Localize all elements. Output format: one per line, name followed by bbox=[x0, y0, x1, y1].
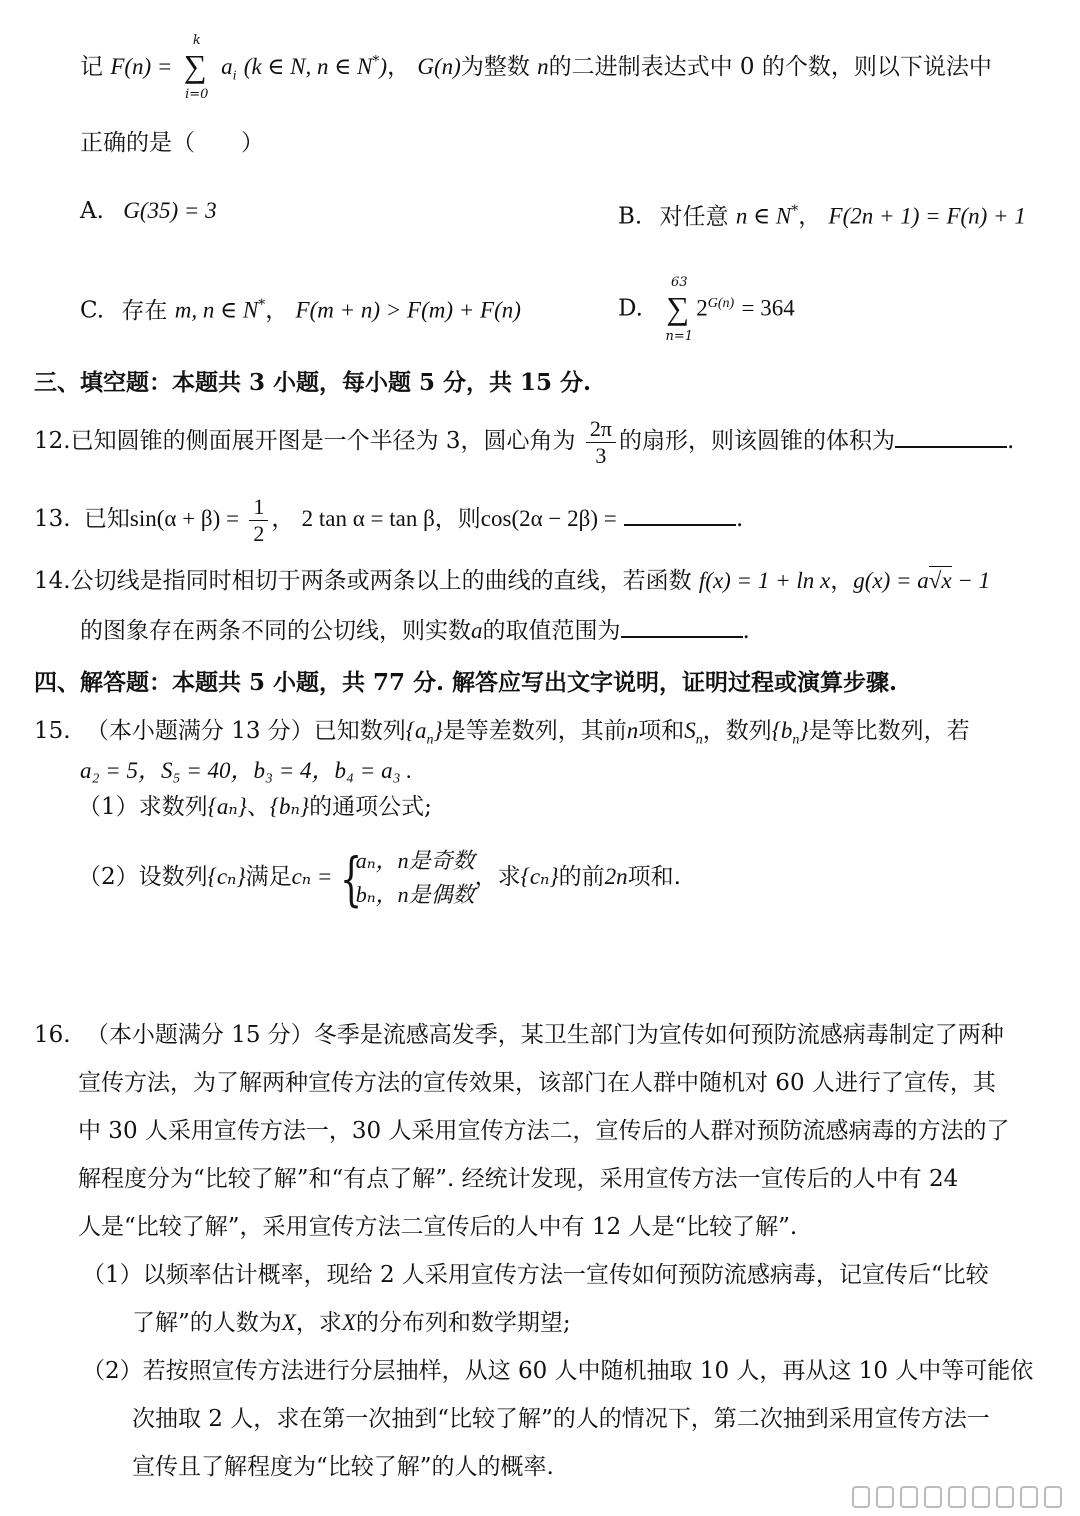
option-C-label: C. bbox=[80, 297, 105, 324]
option-B-condition: n ∈ N bbox=[735, 203, 792, 229]
option-D-upper-limit: 63 bbox=[670, 274, 688, 290]
intro-text-2: 为整数 bbox=[460, 54, 530, 80]
q15-part-1-text-2: 的通项公式; bbox=[309, 794, 432, 820]
option-D-base: 2 bbox=[696, 295, 708, 321]
intro-line-2: 正确的是（ ） bbox=[80, 130, 264, 156]
q15-part-2-text-1: （2）设数列 bbox=[78, 864, 208, 890]
intro-n: n bbox=[537, 54, 549, 79]
q15-seq-b: {b bbox=[771, 718, 793, 743]
q13-equation-3: cos(2α − 2β) = bbox=[480, 506, 617, 531]
q15-text-3: 项和 bbox=[638, 718, 685, 744]
q15-part-2-text-5: 项和. bbox=[627, 864, 681, 890]
q15-n: n bbox=[626, 718, 639, 743]
F-definition: F(n) = bbox=[110, 54, 173, 79]
intro-line-1 bbox=[80, 33, 992, 102]
q16-part-1-text-b: ，求 bbox=[295, 1310, 342, 1336]
q15-seq-b-sub: n bbox=[792, 732, 800, 748]
q15-text-4: ，数列 bbox=[702, 718, 772, 744]
q14-variable-a: a bbox=[471, 618, 483, 643]
q12-text-1: 已知圆锥的侧面展开图是一个半径为 3，圆心角为 bbox=[70, 428, 576, 454]
intro-text-3: 的二进制表达式中 0 的个数，则以下说法中 bbox=[548, 54, 992, 80]
q15-seq-a: {a bbox=[405, 718, 427, 743]
option-D-summation: 63 ∑ n=1 bbox=[662, 278, 696, 342]
q15-part-2 bbox=[78, 840, 681, 914]
F-condition-end: ) bbox=[379, 54, 388, 79]
sum-upper-limit: k bbox=[192, 33, 201, 48]
q12-text-2: 的扇形，则该圆锥的体积为 bbox=[618, 428, 895, 454]
q13-equation-2: 2 tan α = tan β bbox=[301, 506, 435, 531]
option-B-equation: F(2n + 1) = F(n) + 1 bbox=[828, 203, 1026, 229]
q16-line-2: 宣传方法，为了解两种宣传方法的宣传效果，该部门在人群中随机对 60 人进行了宣传，其 bbox=[78, 1070, 996, 1096]
q16-part-2-line-3: 宣传且了解程度为“比较了解”的人的概率. bbox=[132, 1454, 554, 1480]
q14-number: 14. bbox=[34, 568, 71, 594]
q15-part-2-2n: 2n bbox=[604, 864, 628, 889]
option-A bbox=[80, 196, 217, 226]
option-C-comma: ， bbox=[265, 297, 289, 324]
q15-text-5: 是等比数列，若 bbox=[808, 718, 970, 744]
q15-S-sub: n bbox=[695, 732, 703, 748]
q14-function-f: f(x) = 1 + ln x bbox=[698, 568, 831, 593]
q15-case-odd: aₙ，n是奇数 bbox=[355, 848, 475, 873]
q16-part-2-line-1: （2）若按照宣传方法进行分层抽样，从这 60 人中随机抽取 10 人，再从这 10 人中等可能依 bbox=[82, 1358, 1034, 1384]
summation-symbol: k ∑ i=0 bbox=[180, 36, 214, 100]
q15-part-2-text-2: 满足 bbox=[245, 864, 292, 890]
q15-piecewise: { aₙ，n是奇数 bₙ，n是偶数 bbox=[339, 845, 475, 913]
q15-part-1-text-1: （1）求数列 bbox=[78, 794, 208, 820]
q15-part-2-seq-c-2: {cₙ} bbox=[520, 864, 559, 889]
q15-S: S bbox=[684, 718, 696, 743]
q14-text-3: 的取值范围为 bbox=[482, 618, 621, 644]
q13-fraction-denominator: 2 bbox=[253, 520, 265, 546]
q14-sqrt: √x bbox=[928, 568, 952, 593]
question-15-line-1 bbox=[34, 716, 970, 756]
q16-line-4: 解程度分为“比较了解”和“有点了解”. 经统计发现，采用宣传方法一宣传后的人中有 24 bbox=[78, 1166, 959, 1192]
q16-part-1-line-2 bbox=[132, 1308, 571, 1338]
q12-fraction-numerator: 2π bbox=[586, 416, 616, 443]
q16-part-1-line-1: （1）以频率估计概率，现给 2 人采用宣传方法一宣传如何预防流感病毒，记宣传后“比较 bbox=[82, 1262, 989, 1288]
term-a-sub: i bbox=[232, 68, 237, 84]
q15-conditions: a₂ = 5，S₅ = 40，b₃ = 4，b₄ = a₃ . bbox=[80, 758, 413, 783]
G-definition: G(n) bbox=[417, 54, 461, 79]
question-13 bbox=[34, 490, 743, 548]
intro-text-ji: 记 bbox=[80, 54, 103, 80]
q15-seq-a-sub: n bbox=[426, 732, 434, 748]
option-B-comma: ， bbox=[798, 203, 822, 230]
q14-text-1: 公切线是指同时相切于两条或两条以上的曲线的直线，若函数 bbox=[70, 568, 692, 594]
option-C-condition: m, n ∈ N bbox=[174, 297, 259, 323]
term-a: a bbox=[221, 54, 233, 79]
section-3-title: 三、填空题：本题共 3 小题，每小题 5 分，共 15 分. bbox=[34, 369, 592, 396]
q13-end: . bbox=[736, 506, 744, 532]
q15-part-2-cn: cₙ = bbox=[291, 864, 333, 889]
q13-answer-blank[interactable] bbox=[624, 502, 736, 526]
q16-text-1: （本小题满分 15 分）冬季是流感高发季，某卫生部门为宣传如何预防流感病毒制定了两种 bbox=[85, 1022, 1004, 1048]
q14-separator: ， bbox=[830, 568, 854, 594]
q16-line-5: 人是“比较了解”，采用宣传方法二宣传后的人中有 12 人是“比较了解”. bbox=[78, 1214, 798, 1240]
q14-function-g-tail: − 1 bbox=[951, 568, 991, 593]
q15-text-1: （本小题满分 13 分）已知数列 bbox=[85, 718, 406, 744]
q13-number: 13. bbox=[34, 506, 71, 532]
q14-answer-blank[interactable] bbox=[621, 614, 743, 638]
option-D-label: D. bbox=[618, 295, 643, 322]
q15-case-even: bₙ，n是偶数 bbox=[355, 882, 475, 907]
question-14-line-1 bbox=[34, 566, 990, 596]
q15-part-1 bbox=[78, 792, 432, 822]
option-D-equation: = 364 bbox=[741, 295, 795, 321]
sum-lower-limit: i=0 bbox=[185, 87, 209, 102]
q16-variable-X-2: X bbox=[341, 1310, 356, 1335]
option-D-exponent: G(n) bbox=[707, 296, 735, 311]
option-C-prefix: 存在 bbox=[121, 297, 168, 324]
q15-text-2: 是等差数列，其前 bbox=[442, 718, 627, 744]
q15-seq-b-close: } bbox=[799, 718, 809, 743]
section-4-title: 四、解答题：本题共 5 小题，共 77 分. 解答应写出文字说明，证明过程或演算步骤. bbox=[34, 669, 898, 696]
option-B bbox=[618, 196, 1026, 232]
q12-answer-blank[interactable] bbox=[895, 424, 1007, 448]
option-D-lower-limit: n=1 bbox=[665, 328, 694, 344]
q12-fraction bbox=[586, 416, 616, 469]
question-12 bbox=[34, 412, 1014, 470]
q12-number: 12. bbox=[34, 428, 71, 454]
option-C bbox=[80, 290, 521, 326]
q14-text-2: 的图象存在两条不同的公切线，则实数 bbox=[80, 618, 471, 644]
F-condition-sup: * bbox=[372, 53, 380, 70]
q16-line-1 bbox=[34, 1020, 1004, 1050]
q14-function-g: g(x) = a bbox=[853, 568, 929, 593]
q16-part-1-text-c: 的分布列和数学期望; bbox=[355, 1310, 571, 1336]
option-D bbox=[618, 272, 795, 342]
q15-seq-a-close: } bbox=[433, 718, 443, 743]
q16-line-3: 中 30 人采用宣传方法一，30 人采用宣传方法二，宣传后的人群对预防流感病毒的方法的了 bbox=[78, 1118, 1010, 1144]
option-A-text: G(35) = 3 bbox=[123, 198, 217, 223]
q16-part-2-line-2: 次抽取 2 人，求在第一次抽到“比较了解”的人的情况下，第二次抽到采用宣传方法一 bbox=[132, 1406, 990, 1432]
q13-equation-1: sin(α + β) = bbox=[129, 506, 239, 531]
q14-end: . bbox=[742, 618, 750, 644]
option-C-equation: F(m + n) > F(m) + F(n) bbox=[295, 297, 521, 323]
q15-part-1-sep: 、 bbox=[246, 794, 270, 820]
q13-fraction bbox=[249, 494, 268, 547]
option-B-prefix: 对任意 bbox=[659, 203, 729, 230]
q13-separator: ， bbox=[271, 506, 295, 532]
q13-text-1: 已知 bbox=[83, 506, 130, 532]
q15-part-2-seq-c: {cₙ} bbox=[207, 864, 246, 889]
q13-fraction-numerator: 1 bbox=[249, 494, 268, 521]
q16-part-1-text-a: 了解”的人数为 bbox=[132, 1310, 282, 1336]
q15-part-1-seq-a: {aₙ} bbox=[207, 794, 247, 819]
F-condition: (k ∈ N, n ∈ N bbox=[243, 54, 373, 79]
q12-end: . bbox=[1006, 428, 1015, 454]
q16-variable-X: X bbox=[281, 1310, 296, 1335]
option-B-sup: * bbox=[791, 203, 799, 219]
option-B-label: B. bbox=[618, 203, 643, 230]
intro-comma: ， bbox=[387, 54, 411, 80]
q15-part-1-seq-b: {bₙ} bbox=[269, 794, 310, 819]
question-14-line-2 bbox=[80, 614, 750, 646]
q12-fraction-denominator: 3 bbox=[595, 442, 607, 468]
q15-part-2-text-3: ，求 bbox=[474, 864, 521, 890]
option-A-label: A. bbox=[80, 198, 104, 224]
q15-number: 15. bbox=[34, 718, 71, 744]
watermark-icon bbox=[852, 1484, 1064, 1508]
q16-number: 16. bbox=[34, 1022, 71, 1048]
q15-part-2-text-4: 的前 bbox=[558, 864, 605, 890]
q13-text-2: ，则 bbox=[434, 506, 481, 532]
option-C-sup: * bbox=[258, 297, 266, 313]
